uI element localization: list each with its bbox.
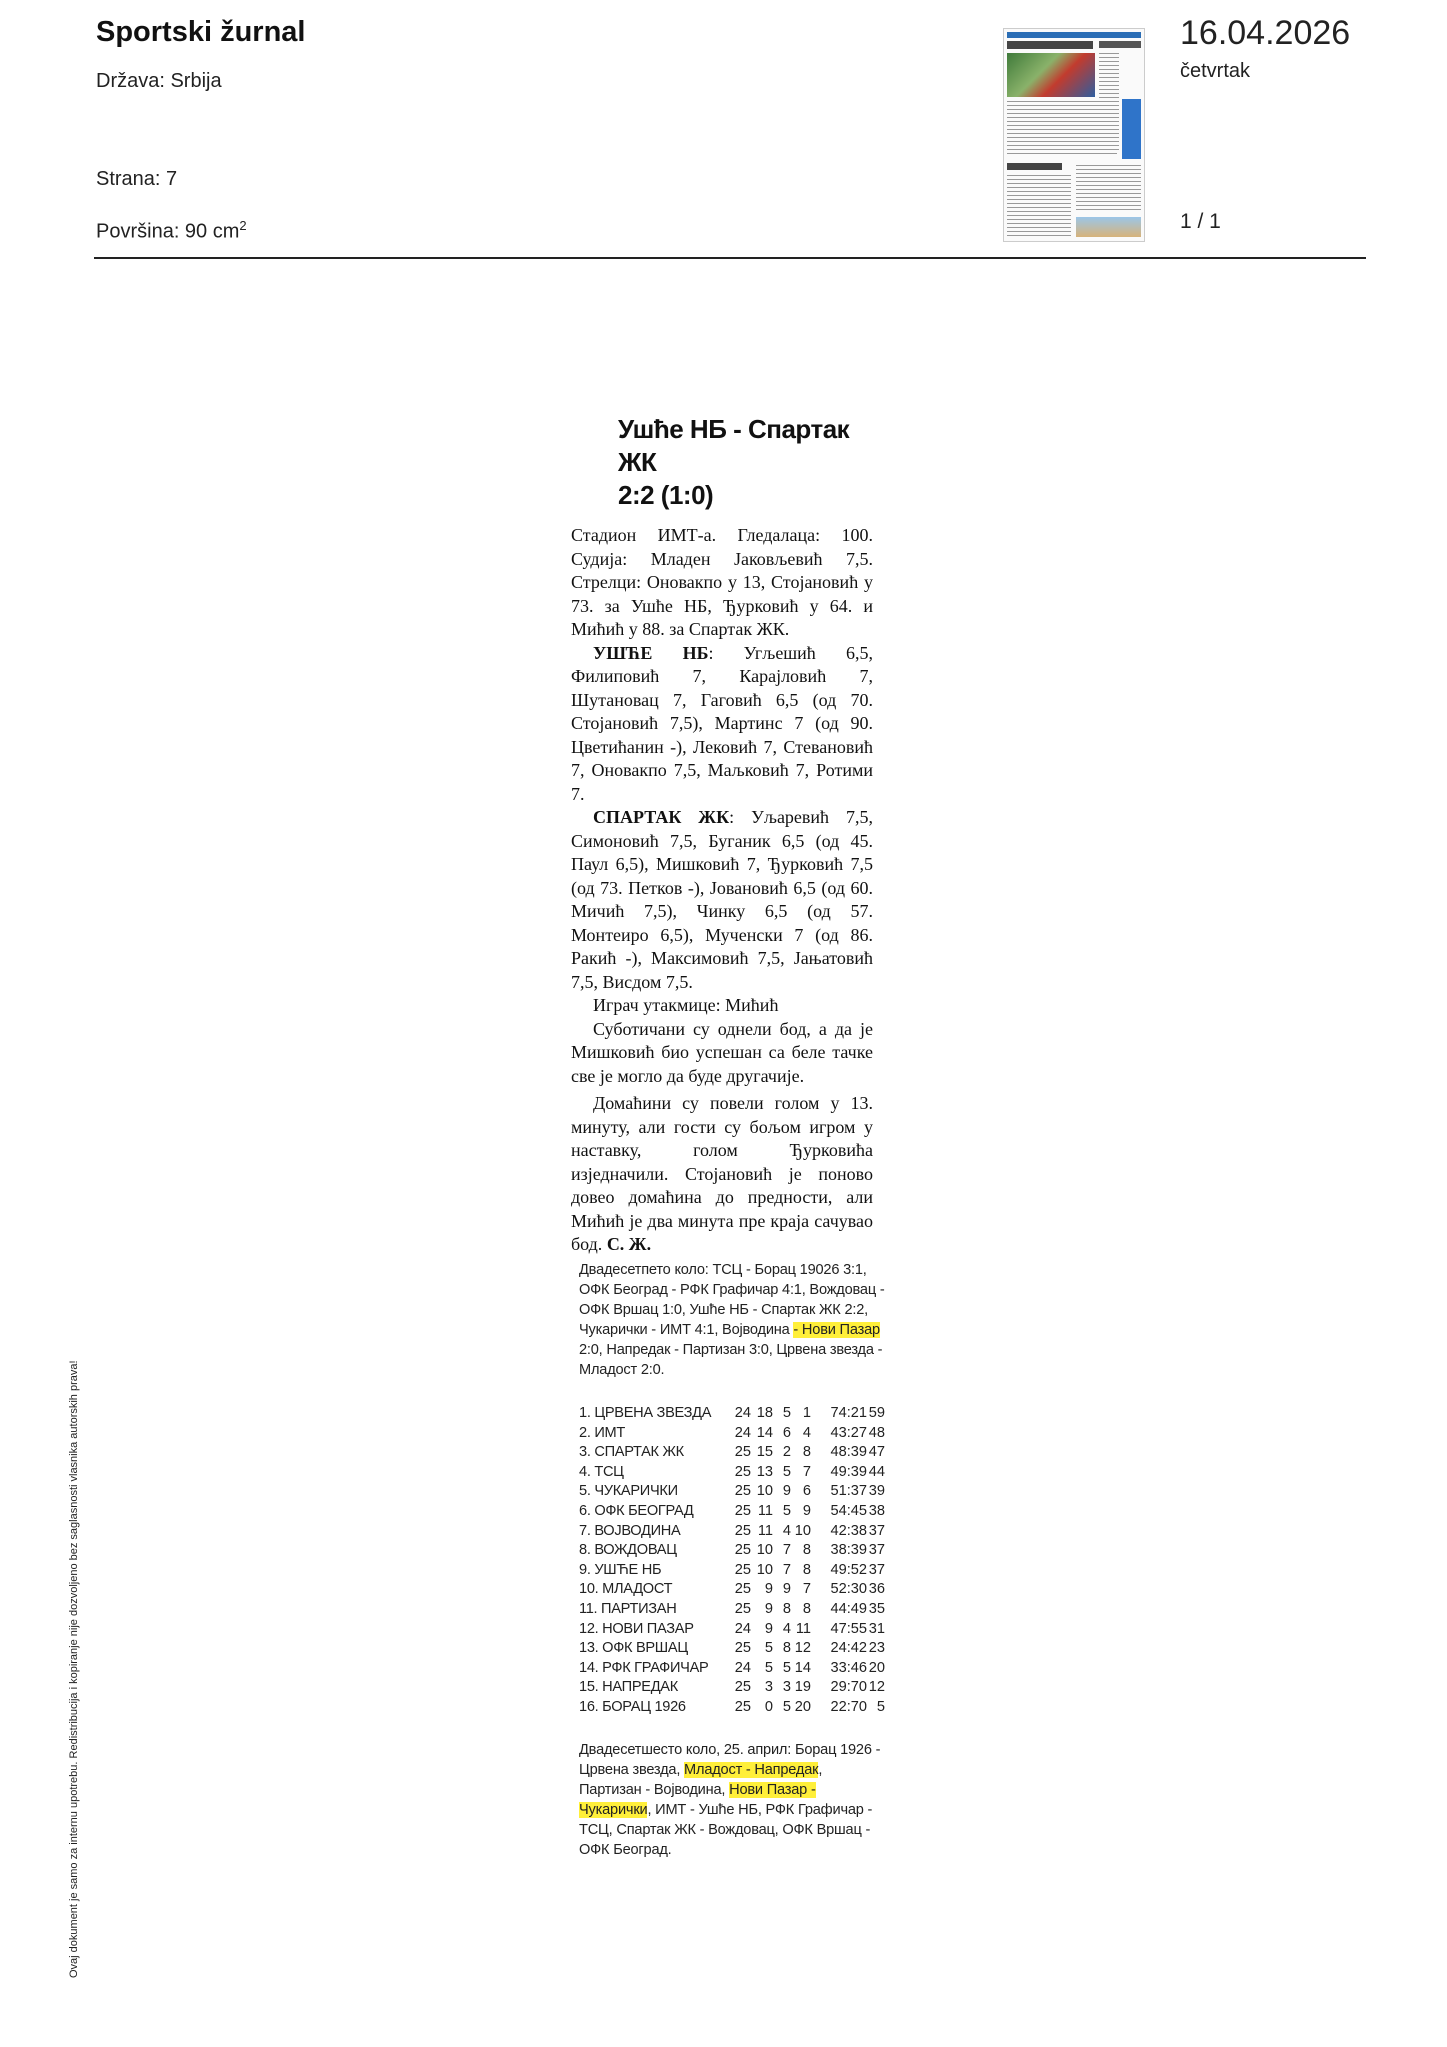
stat-draws: 7 bbox=[782, 1542, 791, 1559]
stat-draws: 8 bbox=[782, 1640, 791, 1657]
table-row bbox=[579, 1522, 885, 1542]
stat-draws: 5 bbox=[782, 1405, 791, 1421]
stat-goals: 51:37 bbox=[830, 1483, 867, 1500]
round-25-highlight: - Нови Пазар bbox=[793, 1322, 880, 1338]
stat-points: 5 bbox=[876, 1698, 885, 1715]
stat-losses: 11 bbox=[795, 1620, 811, 1637]
stat-goals: 22:70 bbox=[830, 1698, 867, 1715]
lineup-away-label: СПАРТАК ЖК bbox=[593, 807, 730, 827]
page-count: 1 / 1 bbox=[1180, 210, 1221, 233]
player-of-match: Играч утакмице: Мићић bbox=[593, 995, 779, 1015]
stat-points: 36 bbox=[868, 1581, 885, 1598]
stat-draws: 2 bbox=[782, 1444, 791, 1461]
stat-goals: 38:39 bbox=[830, 1542, 867, 1559]
table-row bbox=[579, 1443, 885, 1463]
stat-played: 25 bbox=[734, 1640, 751, 1657]
stat-played: 25 bbox=[734, 1561, 751, 1578]
stat-points: 23 bbox=[868, 1640, 885, 1657]
round-26-text-b: , Партизан - Војводина, bbox=[579, 1761, 823, 1798]
stat-points: 37 bbox=[868, 1561, 885, 1578]
stat-draws: 5 bbox=[782, 1502, 791, 1519]
round-26-highlight-2: Нови Пазар - Чукарички bbox=[579, 1781, 816, 1818]
stat-losses: 20 bbox=[794, 1698, 811, 1715]
round-25-results bbox=[579, 1260, 885, 1380]
stat-losses: 1 bbox=[802, 1405, 811, 1421]
round-25-text-a: Двадесетпето коло: ТСЦ - Борац 19026 3:1, ОФК Београд - РФК Графичар 4:1, Вождовац - ОФК Вршац 1:0, Ушће НБ - Спартак ЖК 2:2, Чукарички - ИМТ 4:1, Војводина bbox=[579, 1262, 885, 1338]
stat-points: 20 bbox=[868, 1659, 885, 1676]
stat-losses: 8 bbox=[802, 1444, 811, 1461]
stat-wins: 3 bbox=[764, 1679, 773, 1696]
table-row bbox=[579, 1600, 885, 1620]
round-26-text-c: , ИМТ - Ушће НБ, РФК Графичар - ТСЦ, Спартак ЖК - Вождовац, ОФК Вршац - ОФК Београд. bbox=[579, 1801, 873, 1858]
stat-draws: 7 bbox=[782, 1561, 791, 1578]
table-row bbox=[579, 1698, 885, 1718]
stat-points: 59 bbox=[868, 1405, 885, 1421]
table-row bbox=[579, 1678, 885, 1698]
stat-played: 25 bbox=[734, 1679, 751, 1696]
article-author: С. Ж. bbox=[606, 1234, 652, 1254]
stat-wins: 5 bbox=[764, 1640, 773, 1657]
stat-draws: 4 bbox=[782, 1522, 791, 1539]
stat-wins: 15 bbox=[756, 1444, 773, 1461]
round-26-fixtures bbox=[579, 1740, 885, 1860]
stat-played: 25 bbox=[734, 1581, 751, 1598]
stat-losses: 6 bbox=[802, 1483, 811, 1500]
stat-draws: 9 bbox=[782, 1483, 791, 1500]
copyright-notice: Ovaj dokument je samo za internu upotrebu. Redistribucija i kopiranje nije dozvoljeno bez saglasnosti vlasnika autorskih prava! bbox=[68, 1360, 80, 1978]
standings-table bbox=[579, 1404, 885, 1718]
team-name: 1. ЦРВЕНА ЗВЕЗДА bbox=[579, 1405, 712, 1421]
stat-goals: 29:70 bbox=[830, 1679, 867, 1696]
stat-played: 24 bbox=[734, 1620, 751, 1637]
stat-goals: 48:39 bbox=[830, 1444, 867, 1461]
stat-losses: 12 bbox=[794, 1640, 811, 1657]
stat-points: 44 bbox=[868, 1463, 885, 1480]
stat-wins: 10 bbox=[756, 1542, 773, 1559]
lineup-home-paragraph bbox=[571, 642, 873, 807]
team-name: 6. ОФК БЕОГРАД bbox=[579, 1502, 694, 1519]
stat-points: 37 bbox=[868, 1522, 885, 1539]
stat-played: 24 bbox=[734, 1405, 751, 1421]
round-26-highlight-1: Младост - Напредак bbox=[684, 1761, 819, 1778]
team-name: 2. ИМТ bbox=[579, 1424, 625, 1441]
team-name: 5. ЧУКАРИЧКИ bbox=[579, 1483, 678, 1500]
team-name: 7. ВОЈВОДИНА bbox=[579, 1522, 681, 1539]
stat-losses: 7 bbox=[802, 1463, 811, 1480]
area-text: Površina: 90 cm bbox=[96, 220, 240, 243]
area-superscript: 2 bbox=[239, 218, 247, 233]
stat-wins: 9 bbox=[764, 1600, 773, 1617]
stat-goals: 33:46 bbox=[830, 1659, 867, 1676]
stat-points: 39 bbox=[868, 1483, 885, 1500]
stat-played: 25 bbox=[734, 1463, 751, 1480]
team-name: 12. НОВИ ПАЗАР bbox=[579, 1620, 694, 1637]
stat-draws: 5 bbox=[782, 1698, 791, 1715]
table-row bbox=[579, 1404, 885, 1424]
stat-goals: 49:39 bbox=[830, 1463, 867, 1480]
stat-played: 25 bbox=[734, 1522, 751, 1539]
stat-wins: 11 bbox=[757, 1502, 773, 1519]
stat-wins: 10 bbox=[756, 1561, 773, 1578]
stat-losses: 4 bbox=[802, 1424, 811, 1441]
article-body bbox=[571, 524, 873, 1257]
round-25-text-b: 2:0, Напредак - Партизан 3:0, Црвена звезда - Младост 2:0. bbox=[579, 1342, 883, 1378]
stat-points: 37 bbox=[868, 1542, 885, 1559]
stat-goals: 49:52 bbox=[830, 1561, 867, 1578]
stat-points: 31 bbox=[868, 1620, 885, 1637]
lineup-away-text: : Уљаревић 7,5, Симоновић 7,5, Буганик 6,5 (од 45. Паул 6,5), Мишковић 7, Ђурковић 7,5 (од 73. Петков -), Јовановић 6,5 (од 60. Мичић 7,5), Чинку 6,5 (од 57. Монтеиро 6,5), Мученски 7 (од 86. Ракић -), Максимовић 7,5, Јањатовић 7,5, Висдом 7,5. bbox=[571, 807, 873, 992]
stat-points: 12 bbox=[868, 1679, 885, 1696]
stat-losses: 19 bbox=[794, 1679, 811, 1696]
stat-losses: 14 bbox=[794, 1659, 811, 1676]
stat-losses: 8 bbox=[802, 1542, 811, 1559]
lineup-home-label: УШЋЕ НБ bbox=[593, 642, 709, 663]
team-name: 14. РФК ГРАФИЧАР bbox=[579, 1659, 709, 1676]
team-name: 4. ТСЦ bbox=[579, 1463, 624, 1480]
round-26-text-a: Двадесетшесто коло, 25. април: Борац 1926 - Црвена звезда, bbox=[579, 1741, 881, 1778]
publication-name: Sportski žurnal bbox=[96, 16, 306, 48]
table-row bbox=[579, 1659, 885, 1679]
stat-wins: 5 bbox=[764, 1659, 773, 1676]
page-number-label: Strana: 7 bbox=[96, 168, 178, 190]
article-title-teams: Ушће НБ - Спартак ЖК bbox=[618, 414, 850, 477]
stat-points: 48 bbox=[868, 1424, 885, 1441]
stat-wins: 10 bbox=[756, 1483, 773, 1500]
stat-draws: 5 bbox=[782, 1463, 791, 1480]
stat-losses: 7 bbox=[802, 1581, 811, 1598]
report-paragraph-1: Суботичани су однели бод, а да је Мишковић био успешан са беле тачке све је могло да буде другачије. bbox=[571, 1018, 873, 1086]
article-title bbox=[618, 413, 873, 512]
issue-weekday: četvrtak bbox=[1180, 60, 1251, 82]
stat-goals: 54:45 bbox=[830, 1502, 867, 1519]
issue-date: 16.04.2026 bbox=[1180, 14, 1351, 52]
stat-goals: 52:30 bbox=[830, 1581, 867, 1598]
table-row bbox=[579, 1580, 885, 1600]
report-paragraph-2 bbox=[571, 1092, 873, 1257]
stat-goals: 47:55 bbox=[830, 1620, 867, 1637]
stat-losses: 8 bbox=[802, 1600, 811, 1617]
header-divider bbox=[94, 257, 1366, 259]
table-row bbox=[579, 1424, 885, 1444]
article-title-score: 2:2 (1:0) bbox=[618, 480, 714, 510]
stat-points: 38 bbox=[868, 1502, 885, 1519]
page-thumbnail[interactable] bbox=[1003, 28, 1145, 242]
stat-draws: 3 bbox=[782, 1679, 791, 1696]
team-name: 10. МЛАДОСТ bbox=[579, 1581, 673, 1598]
stat-played: 24 bbox=[734, 1659, 751, 1676]
stat-draws: 8 bbox=[782, 1600, 791, 1617]
stat-played: 25 bbox=[734, 1698, 751, 1715]
match-article bbox=[571, 413, 873, 1257]
table-row bbox=[579, 1620, 885, 1640]
team-name: 9. УШЋЕ НБ bbox=[579, 1561, 662, 1578]
team-name: 3. СПАРТАК ЖК bbox=[579, 1444, 684, 1461]
stat-goals: 74:21 bbox=[830, 1405, 867, 1421]
stat-points: 35 bbox=[868, 1600, 885, 1617]
team-name: 8. ВОЖДОВАЦ bbox=[579, 1542, 677, 1559]
stat-draws: 4 bbox=[782, 1620, 791, 1637]
stat-draws: 6 bbox=[782, 1424, 791, 1441]
country-label: Država: Srbija bbox=[96, 70, 222, 92]
lineup-home-text: : Угљешић 6,5, Филиповић 7, Карајловић 7, Шутановац 7, Гаговић 6,5 (од 70. Стојановић 7,5), Мартинс 7 (од 90. Цветићанин -), Лековић 7, Стевановић 7, Оновакпо 7,5, Маљковић 7, Ротими 7. bbox=[571, 642, 873, 804]
stat-goals: 44:49 bbox=[830, 1600, 867, 1617]
stat-goals: 42:38 bbox=[830, 1522, 867, 1539]
team-name: 16. БОРАЦ 1926 bbox=[579, 1698, 686, 1715]
stat-draws: 9 bbox=[782, 1581, 791, 1598]
table-row bbox=[579, 1639, 885, 1659]
stat-played: 25 bbox=[734, 1600, 751, 1617]
stat-wins: 14 bbox=[756, 1424, 773, 1441]
stat-wins: 0 bbox=[764, 1698, 773, 1715]
stat-goals: 43:27 bbox=[830, 1424, 867, 1441]
area-label bbox=[96, 218, 247, 244]
stat-losses: 10 bbox=[794, 1522, 811, 1539]
stat-played: 25 bbox=[734, 1542, 751, 1559]
table-row bbox=[579, 1541, 885, 1561]
stat-played: 24 bbox=[734, 1424, 751, 1441]
stat-played: 25 bbox=[734, 1444, 751, 1461]
report-paragraph-2-text: Домаћини су повели голом у 13. минуту, али гости су бољом игром у наставку, голом Ђурковића изједначили. Стојановић је поново довео домаћина до предности, али Мићић је два минута пре краја сачувао бод. bbox=[571, 1093, 873, 1254]
stat-wins: 18 bbox=[756, 1405, 773, 1421]
team-name: 11. ПАРТИЗАН bbox=[579, 1600, 677, 1617]
table-row bbox=[579, 1502, 885, 1522]
stat-played: 25 bbox=[734, 1483, 751, 1500]
stat-losses: 9 bbox=[802, 1502, 811, 1519]
stat-points: 47 bbox=[868, 1444, 885, 1461]
lineup-away-paragraph bbox=[571, 806, 873, 994]
stat-wins: 11 bbox=[757, 1522, 773, 1539]
team-name: 15. НАПРЕДАК bbox=[579, 1679, 678, 1696]
stat-wins: 9 bbox=[764, 1581, 773, 1598]
table-row bbox=[579, 1482, 885, 1502]
stat-wins: 13 bbox=[756, 1463, 773, 1480]
stat-draws: 5 bbox=[782, 1659, 791, 1676]
league-box bbox=[579, 1260, 885, 1860]
stat-wins: 9 bbox=[764, 1620, 773, 1637]
table-row bbox=[579, 1561, 885, 1581]
stat-losses: 8 bbox=[802, 1561, 811, 1578]
team-name: 13. ОФК ВРШАЦ bbox=[579, 1640, 688, 1657]
match-info-paragraph: Стадион ИМТ-а. Гледалаца: 100. Судија: Младен Јаковљевић 7,5. Стрелци: Оновакпо у 13, Стојановић у 73. за Ушће НБ, Ђурковић у 64. и Мићић у 88. за Спартак ЖК. bbox=[571, 525, 873, 639]
stat-goals: 24:42 bbox=[830, 1640, 867, 1657]
stat-played: 25 bbox=[734, 1502, 751, 1519]
table-row bbox=[579, 1463, 885, 1483]
